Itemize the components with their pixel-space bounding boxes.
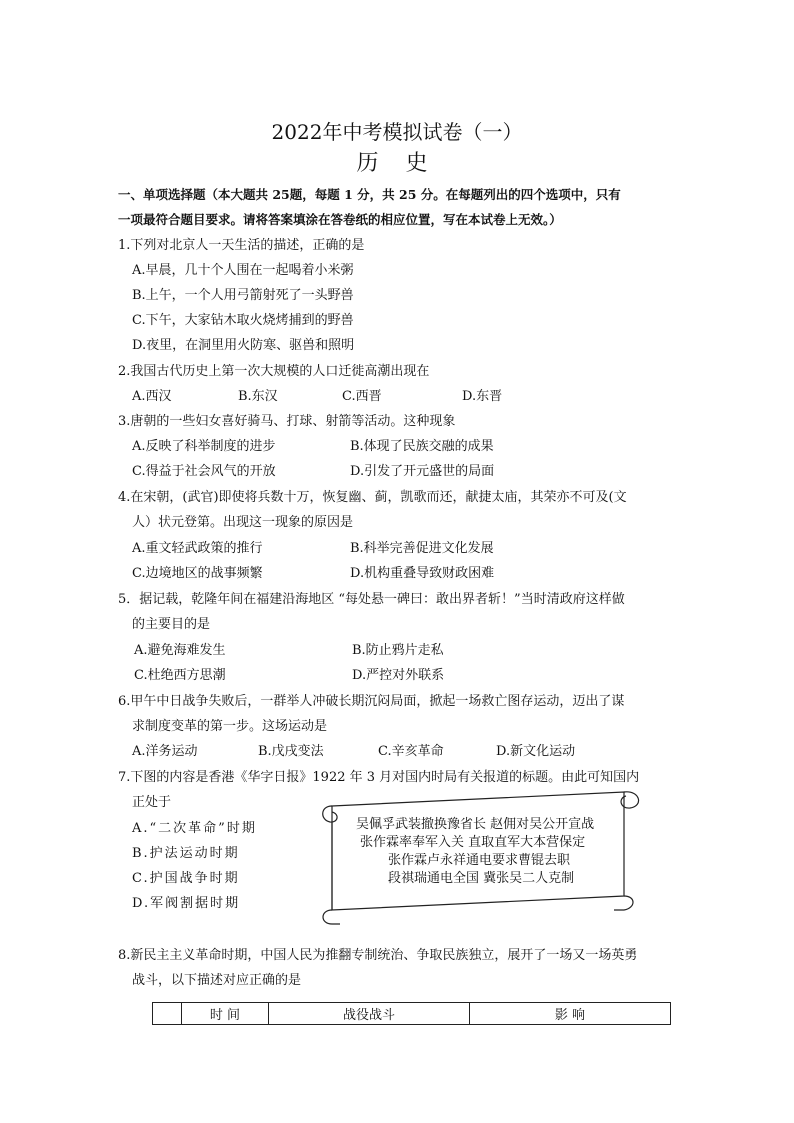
table-header-time: 时 间 [182,1003,269,1025]
question-3-option-b: B.体现了民族交融的成果 [350,439,494,454]
question-3-option-c: C.得益于社会风气的开放 [132,464,276,479]
question-4-option-c: C.边境地区的战事频繁 [132,566,263,581]
question-6-option-a: A.洋务运动 [132,744,198,759]
question-1-option-a: A.早晨，几十个人围在一起喝着小米粥 [132,263,354,278]
question-6-option-b: B.戊戌变法 [258,744,324,759]
exam-title: 2022年中考模拟试卷（一） [271,120,523,144]
question-1-option-c: C.下午，大家钻木取火烧烤捕到的野兽 [132,313,354,328]
question-5-stem-line1: 5．据记载，乾隆年间在福建沿海地区 “每处悬一碑曰：敢出界者斩！”当时清政府这样做 [118,592,625,607]
table-header-row [153,1003,671,1025]
scroll-headline-3: 张作霖卢永祥通电要求曹锟去职 [388,853,571,868]
question-5-option-a: A.避免海难发生 [134,643,226,658]
question-4-option-b: B.科举完善促进文化发展 [350,541,494,556]
question-7-option-c: C.护国战争时期 [132,871,240,886]
table-header-impact: 影 响 [470,1003,671,1025]
question-8-stem-line2: 战斗，以下描述对应正确的是 [132,973,302,988]
question-2-option-d: D.东晋 [462,389,503,404]
section-instructions-line1: 一、单项选择题（本大题共 25题，每题 1 分，共 25 分。在每题列出的四个选项中，只有 [118,187,621,202]
question-6-option-d: D.新文化运动 [496,744,576,759]
scroll-headline-2: 张作霖率奉军入关 直取直军大本营保定 [360,835,586,850]
question-6-stem-line1: 6.甲午中日战争失败后，一群举人冲破长期沉闷局面，掀起一场救亡图存运动，迈出了谋 [118,694,625,709]
question-2-option-b: B.东汉 [238,389,278,404]
question-4-stem-line1: 4.在宋朝，(武官)即使将兵数十万，恢复幽、蓟，凯歌而还，献捷太庙，其荣亦不可及(文 [118,490,627,505]
question-7-stem-line2: 正处于 [132,795,172,810]
question-6-option-c: C.辛亥革命 [378,744,444,759]
question-5-option-b: B.防止鸦片走私 [352,643,444,658]
question-8-table [152,1002,671,1025]
question-5-option-c: C.杜绝西方思潮 [134,668,226,683]
question-5-option-d: D.严控对外联系 [352,668,445,683]
question-7-stem-line1: 7.下图的内容是香港《华字日报》1922 年 3 月对国内时局有关报道的标题。由此可知国内 [118,770,640,785]
question-2-option-c: C.西晋 [342,389,382,404]
question-2-stem: 2.我国古代历史上第一次大规模的人口迁徙高潮出现在 [118,364,430,379]
question-8-stem-line1: 8.新民主主义革命时期，中国人民为推翻专制统治、争取民族独立，展开了一场又一场英勇 [118,948,638,963]
section-instructions-line2: 一项最符合题目要求。请将答案填涂在答卷纸的相应位置，写在本试卷上无效。） [118,212,562,227]
question-3-option-a: A.反映了科举制度的进步 [132,439,276,454]
scroll-headline-1: 吴佩孚武装撤换豫省长 赵佣对吴公开宣战 [356,817,595,832]
question-3-option-d: D.引发了开元盛世的局面 [350,464,495,479]
question-4-option-a: A.重文轻武政策的推行 [132,541,263,556]
table-header-blank [153,1003,182,1025]
question-4-option-d: D.机构重叠导致财政困难 [350,566,495,581]
question-1-option-b: B.上午，一个人用弓箭射死了一头野兽 [132,288,354,303]
question-5-stem-line2: 的主要目的是 [132,617,211,632]
question-7-option-b: B.护法运动时期 [132,846,240,861]
question-4-stem-line2: 人）状元登第。出现这一现象的原因是 [132,515,354,530]
exam-subject: 历 史 [356,151,438,176]
question-1-option-d: D.夜里，在洞里用火防寒、驱兽和照明 [132,338,355,353]
question-2-option-a: A.西汉 [132,389,172,404]
scroll-headline-4: 段祺瑞通电全国 冀张吴二人克制 [388,871,575,886]
question-7-option-a: A.“二次革命”时期 [132,821,257,836]
question-1-stem: 1.下列对北京人一天生活的描述，正确的是 [118,238,365,253]
question-7-option-d: D.军阀割据时期 [132,896,241,911]
question-6-stem-line2: 求制度变革的第一步。这场运动是 [132,719,328,734]
question-3-stem: 3.唐朝的一些妇女喜好骑马、打球、射箭等活动。这种现象 [118,414,456,429]
table-header-battle: 战役战斗 [269,1003,470,1025]
